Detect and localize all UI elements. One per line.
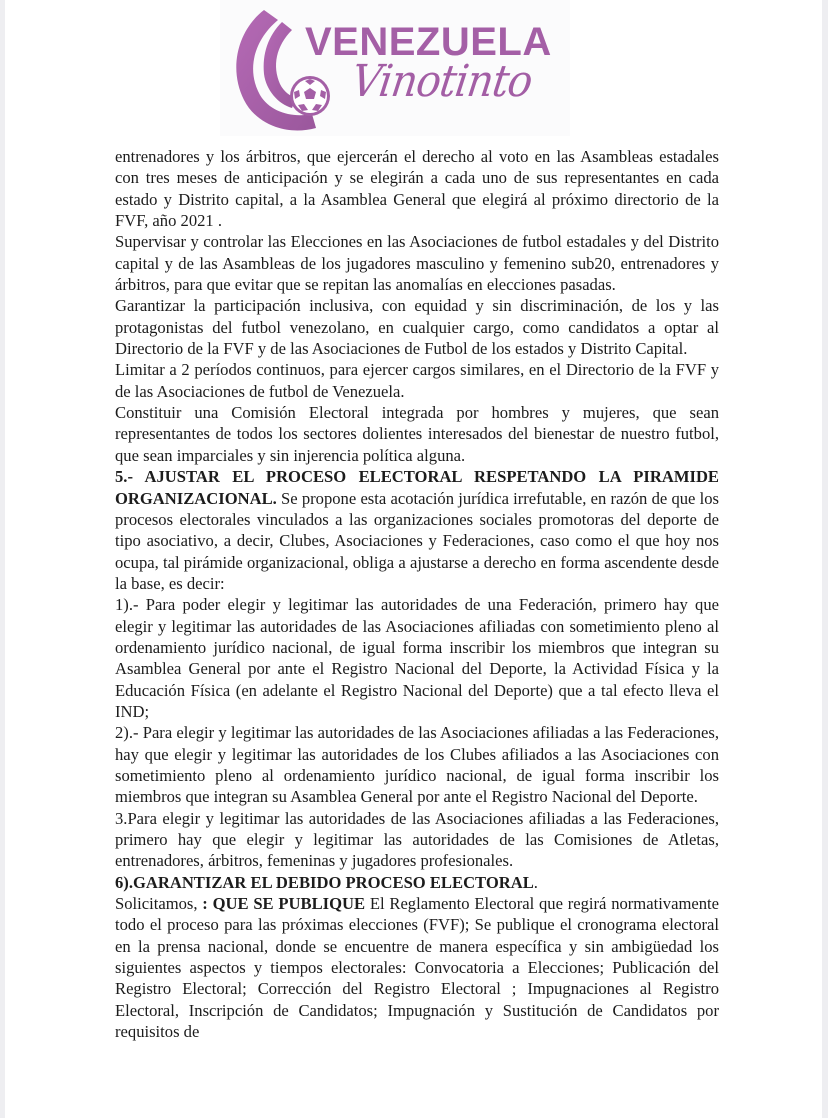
paragraph-request: [115, 893, 719, 1042]
section-5-heading: 5.- AJUSTAR EL PROCESO ELECTORAL RESPETANDO LA PIRAMIDE ORGANIZACIONAL.: [115, 467, 719, 508]
logo-subtitle: Vinotinto: [348, 56, 536, 107]
logo-title: VENEZUELA: [305, 20, 552, 64]
item-1: [115, 594, 719, 722]
paragraph-electoral-commission: [115, 402, 719, 466]
document-page: [5, 0, 822, 1118]
item-2: [115, 722, 719, 807]
document-body: [115, 146, 719, 1042]
paragraph-text: .: [533, 872, 538, 892]
section-6-title: 6).GARANTIZAR EL DEBIDO PROCESO ELECTORAL: [115, 872, 534, 892]
paragraph-text: entrenadores y los árbitros, que ejercerán el derecho al voto en las Asambleas estadales con tres meses de anticipación y se elegirán a cada uno de sus representantes en cada estado y Distrito capital, a la Asamblea General que elegirá al próximo directorio de la FVF, año 2021 .: [115, 147, 719, 231]
paragraph-eligibility: [115, 146, 719, 231]
paragraph-text: Limitar a 2 períodos continuos, para ejercer cargos similares, en el Directorio de la FVF y de las Asociaciones de futbol de Venezuela.: [115, 360, 719, 401]
request-emphasis: : QUE SE PUBLIQUE: [202, 894, 366, 914]
venezuela-vinotinto-logo: [220, 0, 570, 136]
paragraph-text: Constituir una Comisión Electoral integrada por hombres y mujeres, que sean representantes de todos los sectores dolientes interesados del bienestar de nuestro futbol, que sean imparciales y sin injerencia política alguna.: [115, 403, 719, 465]
paragraph-supervise: [115, 231, 719, 295]
paragraph-text: 2).- Para elegir y legitimar las autoridades de las Asociaciones afiliadas a las Federaciones, hay que elegir y legitimar las autoridades de los Clubes afiliados a las Asociaciones con sometimiento pleno al ordenamiento jurídico nacional, de igual forma inscribir los miembros que integran su Asamblea General por ante el Registro Nacional del Deporte.: [115, 723, 719, 807]
paragraph-inclusion: [115, 295, 719, 359]
item-3: [115, 808, 719, 872]
paragraph-prefix: Solicitamos,: [115, 894, 203, 914]
paragraph-text: 3.Para elegir y legitimar las autoridades de las Asociaciones afiliadas a las Federaciones, primero hay que elegir y legitimar las autoridades de las Comisiones de Atletas, entrenadores, árbitros, femeninas y jugadores profesionales.: [115, 808, 719, 871]
paragraph-text: 1).- Para poder elegir y legitimar las autoridades de una Federación, primero hay que elegir y legitimar las autoridades de las Asociaciones afiliadas con sometimiento pleno al ordenamiento jurídico nacional, de igual forma inscribir los miembros que integran su Asamblea General por ante el Registro Nacional del Deporte, la Actividad Física y la Educación Física (en adelante el Registro Nacional del Deporte) que a tal efecto lleva el IND;: [115, 595, 719, 721]
paragraph-text: Se propone esta acotación jurídica irrefutable, en razón de que los procesos electorales vinculados a las organizaciones sociales promotoras del deporte de tipo asociativo, a decir, Clubes, Asociaciones y Federaciones, caso como el que hoy nos ocupa, tal pirámide organizacional, obliga a ajustarse a derecho en forma ascendente desde la base, es decir:: [115, 488, 719, 593]
section-6-heading: [115, 872, 719, 893]
paragraph-text: Garantizar la participación inclusiva, con equidad y sin discriminación, de los y las protagonistas del futbol venezolano, en cualquier cargo, como candidatos a optar al Directorio de la FVF y de las Asociaciones de Futbol de los estados y Distrito Capital.: [115, 296, 719, 359]
section-5: [115, 466, 719, 594]
paragraph-text: El Reglamento Electoral que regirá normativamente todo el proceso para las próximas elecciones (FVF); Se publique el cronograma electoral en la prensa nacional, donde se encuentre de manera específica y sin ambigüedad los siguientes aspectos y tiempos electorales: Convocatoria a Elecciones; Publicación del Registro Electoral; Corrección del Registro Electoral ; Impugnaciones al Registro Electoral, Inscripción de Candidatos; Impugnación y Sustitución de Candidatos por requisitos de: [115, 894, 720, 1042]
paragraph-term-limit: [115, 359, 719, 402]
paragraph-text: Supervisar y controlar las Elecciones en las Asociaciones de futbol estadales y del Distrito capital y de las Asambleas de los jugadores masculino y femenino sub20, entrenadores y árbitros, para que evitar que se repitan las anomalías en elecciones pasadas.: [115, 232, 719, 295]
